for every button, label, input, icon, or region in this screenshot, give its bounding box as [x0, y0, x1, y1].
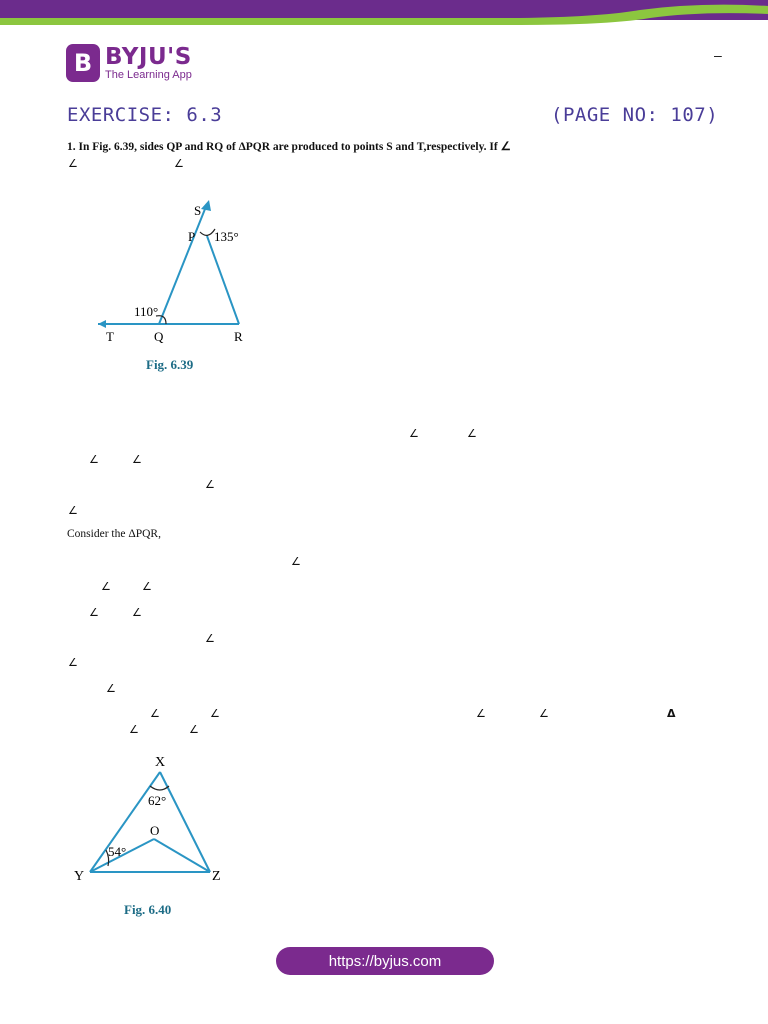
angle-symbol: ∠ — [68, 656, 78, 669]
angle-symbol: ∠ — [132, 453, 142, 466]
brand-tagline: The Learning App — [105, 68, 192, 81]
angle-symbol: ∠ — [142, 580, 152, 593]
angle-symbol: ∠ — [205, 632, 215, 645]
label-x: X — [155, 755, 166, 770]
angle-symbol: ∠ — [291, 555, 301, 568]
angle-135-label: 135° — [214, 229, 239, 244]
label-z: Z — [212, 869, 221, 884]
top-banner — [0, 0, 768, 26]
figure-caption-6-39: Fig. 6.39 — [146, 357, 194, 372]
angle-symbol: ∠ — [476, 707, 486, 720]
label-y: Y — [74, 869, 85, 884]
angle-symbol: ∠ — [205, 478, 215, 491]
angle-symbol: ∠ — [132, 606, 142, 619]
label-o: O — [150, 823, 160, 838]
question-1-text: 1. In Fig. 6.39, sides QP and RQ of ΔPQR are produced to points S and T,respectively. If ∠ — [67, 141, 511, 153]
angle-110-label: 110° — [134, 304, 159, 319]
delta-symbol: Δ — [667, 707, 676, 720]
byjus-logo — [66, 44, 192, 82]
figure-6-40 — [70, 750, 230, 890]
angle-symbol: ∠ — [129, 723, 139, 736]
website-link[interactable] — [276, 947, 494, 975]
brand-name: BYJU'S — [105, 43, 192, 70]
page-number: (PAGE NO: 107) — [551, 104, 719, 126]
angle-symbol: ∠ — [89, 606, 99, 619]
label-s: S — [194, 203, 202, 218]
angle-symbol: ∠ — [68, 504, 78, 517]
website-url[interactable]: https://byjus.com — [328, 952, 442, 970]
label-t: T — [106, 329, 114, 344]
angle-symbol: ∠ — [106, 682, 116, 695]
figure-caption-6-40: Fig. 6.40 — [124, 902, 172, 917]
logo-mark — [66, 44, 100, 82]
angle-symbol: ∠ — [467, 427, 477, 440]
angle-symbol: ∠ — [409, 427, 419, 440]
exercise-title: EXERCISE: 6.3 — [67, 104, 223, 126]
angle-symbol: ∠ — [539, 707, 549, 720]
logo-initial: B — [73, 49, 93, 77]
angle-symbol: ∠ — [89, 453, 99, 466]
angle-symbol: ∠ — [68, 157, 78, 170]
label-r: R — [234, 329, 243, 344]
angle-symbol: ∠ — [101, 580, 111, 593]
figure-6-39 — [90, 196, 260, 346]
angle-symbol: ∠ — [150, 707, 160, 720]
angle-54-label: 54° — [108, 844, 127, 859]
solution-line-consider: Consider the ΔPQR, — [67, 528, 161, 540]
angle-symbol: ∠ — [210, 707, 220, 720]
label-q: Q — [154, 329, 164, 344]
angle-symbol: ∠ — [174, 157, 184, 170]
angle-symbol: ∠ — [189, 723, 199, 736]
angle-62-label: 62° — [148, 793, 167, 808]
label-p: P — [188, 229, 196, 244]
corner-mark: – — [714, 47, 722, 63]
